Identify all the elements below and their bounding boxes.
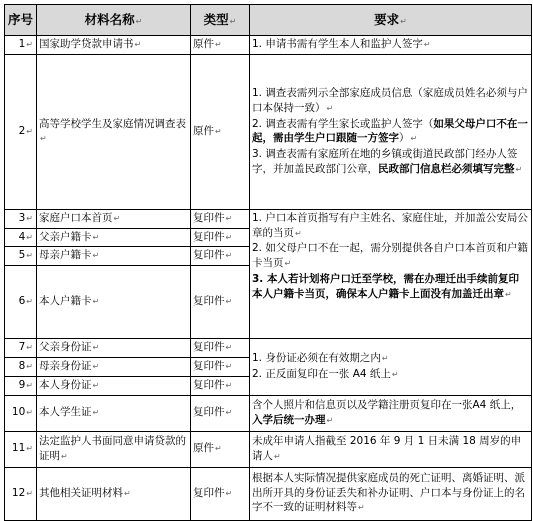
requirement: [250, 36, 532, 55]
paragraph-mark: ↵: [215, 444, 222, 454]
paragraph-mark: ↵: [26, 361, 33, 371]
table-header-row: [5, 5, 532, 36]
requirement: [250, 395, 532, 431]
material-name: [37, 376, 191, 395]
paragraph-mark: ↵: [274, 451, 281, 461]
material-name: [37, 54, 191, 209]
material-type: [191, 54, 250, 209]
paragraph-mark: ↵: [26, 343, 33, 353]
material-type-text: 复印件: [193, 295, 225, 308]
material-name-text: 父亲身份证: [39, 341, 92, 354]
material-name-text: 本人身份证: [39, 378, 92, 391]
row-no: [5, 376, 37, 395]
requirement-text: 1. 身份证必须在有效期之内: [252, 352, 381, 365]
paragraph-mark: ↵: [225, 251, 233, 261]
row-no-text: 1: [18, 38, 26, 50]
paragraph-mark: ↵: [92, 297, 100, 307]
requirement-text: 含个人照片和信息页以及学籍注册页复印在一张A4 纸上，: [252, 398, 522, 411]
materials-document: [4, 4, 532, 521]
paragraph-mark: ↵: [423, 40, 431, 49]
row-no: [5, 357, 37, 376]
row-no-text: 9: [18, 378, 26, 391]
paragraph-mark: ↵: [26, 297, 33, 307]
table-row: [5, 339, 532, 358]
row-no-text: 3: [18, 211, 26, 224]
paragraph-mark: ↵: [225, 297, 233, 307]
material-type-text: 复印件: [193, 341, 225, 354]
paragraph-mark: ↵: [92, 408, 100, 418]
row-no: [5, 266, 37, 339]
row-no: [5, 339, 37, 358]
header-req: [250, 5, 532, 36]
material-type: [191, 376, 250, 395]
row-no: [5, 54, 37, 209]
paragraph-mark: ↵: [26, 126, 33, 136]
row-no: [5, 467, 37, 520]
material-name-text: 家庭户口本首页: [39, 211, 113, 224]
requirement-item: [252, 86, 529, 117]
paragraph-mark: ↵: [26, 488, 33, 498]
row-no: [5, 36, 37, 55]
requirement: [250, 431, 532, 467]
row-no: [5, 395, 37, 431]
paragraph-mark: ↵: [225, 408, 233, 418]
requirement-item: [252, 272, 529, 303]
requirement-item: [252, 211, 529, 242]
material-type-text: 原件: [193, 38, 214, 50]
requirement-emphasis: 如果父母户口不在一起，需由学生户口跟随一方签字: [252, 117, 528, 145]
material-name: [37, 266, 191, 339]
material-type-text: 复印件: [193, 359, 225, 372]
paragraph-mark: ↵: [26, 232, 33, 242]
header-name: [37, 5, 191, 36]
paragraph-mark: ↵: [515, 164, 523, 174]
requirement: [250, 467, 532, 520]
row-no-text: 5: [18, 249, 26, 262]
table-row: [5, 54, 532, 209]
material-name-text: 本人户籍卡: [39, 295, 92, 308]
paragraph-mark: ↵: [40, 134, 47, 144]
table-row: [5, 209, 532, 228]
paragraph-mark: ↵: [295, 228, 302, 238]
paragraph-mark: ↵: [225, 213, 233, 223]
material-type-text: 原件: [193, 442, 214, 455]
header-no: [5, 5, 37, 36]
row-no-text: 6: [18, 295, 26, 308]
materials-table: [4, 4, 532, 521]
material-type: [191, 266, 250, 339]
table-row: [5, 36, 532, 55]
row-no: [5, 228, 37, 247]
requirement-emphasis: 3. 本人若计划将户口迁至学校，需在办理迁出手续前复印本人户籍卡当页，确保本人户籍卡上面没有加盖迁出章: [252, 272, 519, 300]
paragraph-mark: ↵: [284, 259, 292, 269]
requirement-text: 2. 调查表需有学生家长或监护人签字（: [252, 117, 434, 130]
row-no: [5, 209, 37, 228]
header-req-text: 要求: [374, 11, 400, 27]
requirement: [250, 54, 532, 209]
requirement-text: ）: [399, 132, 410, 145]
material-type: [191, 431, 250, 467]
material-name-text: 国家助学贷款申请书: [39, 38, 134, 50]
material-name-text: 父亲户籍卡: [39, 230, 92, 243]
requirement-emphasis: 入学后统一办理: [252, 413, 326, 426]
requirement-emphasis: 民政部门信息栏必须填写完整: [378, 162, 515, 175]
paragraph-mark: ↵: [381, 354, 389, 364]
paragraph-mark: ↵: [358, 503, 365, 513]
paragraph-mark: ↵: [215, 40, 222, 49]
requirement-text: 3. 调查表需有家庭所在地的乡镇或街道民政部门经办人签字，并加盖民政部门公章，: [252, 148, 518, 175]
requirement-item: [252, 117, 529, 148]
material-name: [37, 247, 191, 266]
paragraph-mark: ↵: [229, 16, 237, 26]
row-no-text: 10: [11, 406, 26, 419]
paragraph-mark: ↵: [225, 361, 233, 371]
material-type: [191, 247, 250, 266]
material-name-text: 高等学校学生及家庭情况调查表: [39, 117, 186, 130]
requirement-text: 1. 申请书需有学生本人和监护人签字: [252, 38, 423, 50]
paragraph-mark: ↵: [215, 126, 222, 136]
row-no-text: 11: [11, 442, 26, 455]
requirement-item: [252, 367, 529, 383]
paragraph-mark: ↵: [26, 251, 33, 261]
material-type-text: 复印件: [193, 230, 225, 243]
paragraph-mark: ↵: [92, 343, 100, 353]
material-name-text: 本人学生证: [39, 406, 92, 419]
material-type-text: 复印件: [193, 378, 225, 391]
row-no: [5, 247, 37, 266]
material-name-text: 法定监护人书面同意申请贷款的证明: [39, 434, 186, 462]
paragraph-mark: ↵: [505, 289, 512, 299]
material-type-text: 复印件: [193, 486, 225, 499]
material-type: [191, 228, 250, 247]
paragraph-mark: ↵: [92, 251, 100, 261]
requirement-item: [252, 351, 529, 367]
requirement-group-id: [250, 339, 532, 395]
paragraph-mark: ↵: [410, 134, 418, 144]
header-no-text: 序号: [7, 12, 33, 27]
paragraph-mark: ↵: [26, 213, 33, 223]
requirement-item: [252, 147, 529, 178]
material-type: [191, 36, 250, 55]
paragraph-mark: ↵: [26, 444, 33, 454]
material-name: [37, 357, 191, 376]
paragraph-mark: ↵: [26, 40, 33, 49]
row-no-text: 7: [18, 341, 26, 354]
material-type: [191, 395, 250, 431]
table-row: [5, 395, 532, 431]
requirement-text: 1. 调查表需列示全部家庭成员信息（家庭成员姓名必须与户口本保持一致）: [252, 86, 528, 114]
material-name: [37, 467, 191, 520]
paragraph-mark: ↵: [326, 103, 334, 113]
header-type: [191, 5, 250, 36]
paragraph-mark: ↵: [135, 16, 143, 26]
material-name: [37, 228, 191, 247]
paragraph-mark: ↵: [134, 40, 142, 49]
material-type: [191, 467, 250, 520]
material-name: [37, 339, 191, 358]
row-no-text: 12: [11, 486, 26, 499]
table-row: [5, 431, 532, 467]
requirement-text: 2. 正反面复印在一张 A4 纸上: [252, 367, 391, 380]
requirement-group-household: [250, 209, 532, 338]
requirement-text: 未成年申请人指截至 2016 年 9 月 1 日未满 18 周岁的申请人: [252, 434, 522, 462]
material-name-text: 其他相关证明材料: [39, 486, 123, 499]
header-type-text: 类型: [203, 11, 229, 27]
material-name-text: 母亲身份证: [39, 359, 92, 372]
requirement-item: [252, 241, 529, 272]
paragraph-mark: ↵: [92, 361, 100, 371]
material-type: [191, 209, 250, 228]
row-no-text: 4: [18, 230, 26, 243]
paragraph-mark: ↵: [113, 213, 121, 223]
paragraph-mark: ↵: [391, 369, 399, 379]
paragraph-mark: ↵: [225, 380, 233, 390]
paragraph-mark: ↵: [61, 451, 68, 461]
material-name: [37, 431, 191, 467]
table-row: [5, 467, 532, 520]
material-name-text: 母亲户籍卡: [39, 249, 92, 262]
row-no-text: 8: [18, 359, 26, 372]
paragraph-mark: ↵: [400, 16, 407, 26]
requirement-text: 2. 如父母户口不在一起，需分别提供各自户口本首页和户籍卡当页: [252, 242, 528, 270]
requirement-text: 根据本人实际情况提供家庭成员的死亡证明、离婚证明、派出所开具的身份证丢失和补办证明、户口本与身份证上的名字不一致的证明材料等: [252, 471, 525, 514]
material-type-text: 复印件: [193, 406, 225, 419]
material-name: [37, 36, 191, 55]
header-name-text: 材料名称: [84, 11, 135, 27]
paragraph-mark: ↵: [92, 380, 100, 390]
paragraph-mark: ↵: [326, 415, 334, 425]
material-type-text: 原件: [193, 124, 214, 137]
paragraph-mark: ↵: [225, 232, 233, 242]
material-type-text: 复印件: [193, 211, 225, 224]
material-type: [191, 357, 250, 376]
material-type: [191, 339, 250, 358]
paragraph-mark: ↵: [26, 408, 33, 418]
paragraph-mark: ↵: [225, 488, 233, 498]
paragraph-mark: ↵: [124, 488, 131, 498]
material-name: [37, 209, 191, 228]
material-name: [37, 395, 191, 431]
paragraph-mark: ↵: [26, 380, 33, 390]
requirement-text: 1. 户口本首页指写有户主姓名、家庭住址，并加盖公安局公章的当页: [252, 211, 528, 239]
row-no-text: 2: [18, 124, 26, 137]
row-no: [5, 431, 37, 467]
paragraph-mark: ↵: [225, 343, 233, 353]
material-type-text: 复印件: [193, 249, 225, 262]
paragraph-mark: ↵: [92, 232, 100, 242]
